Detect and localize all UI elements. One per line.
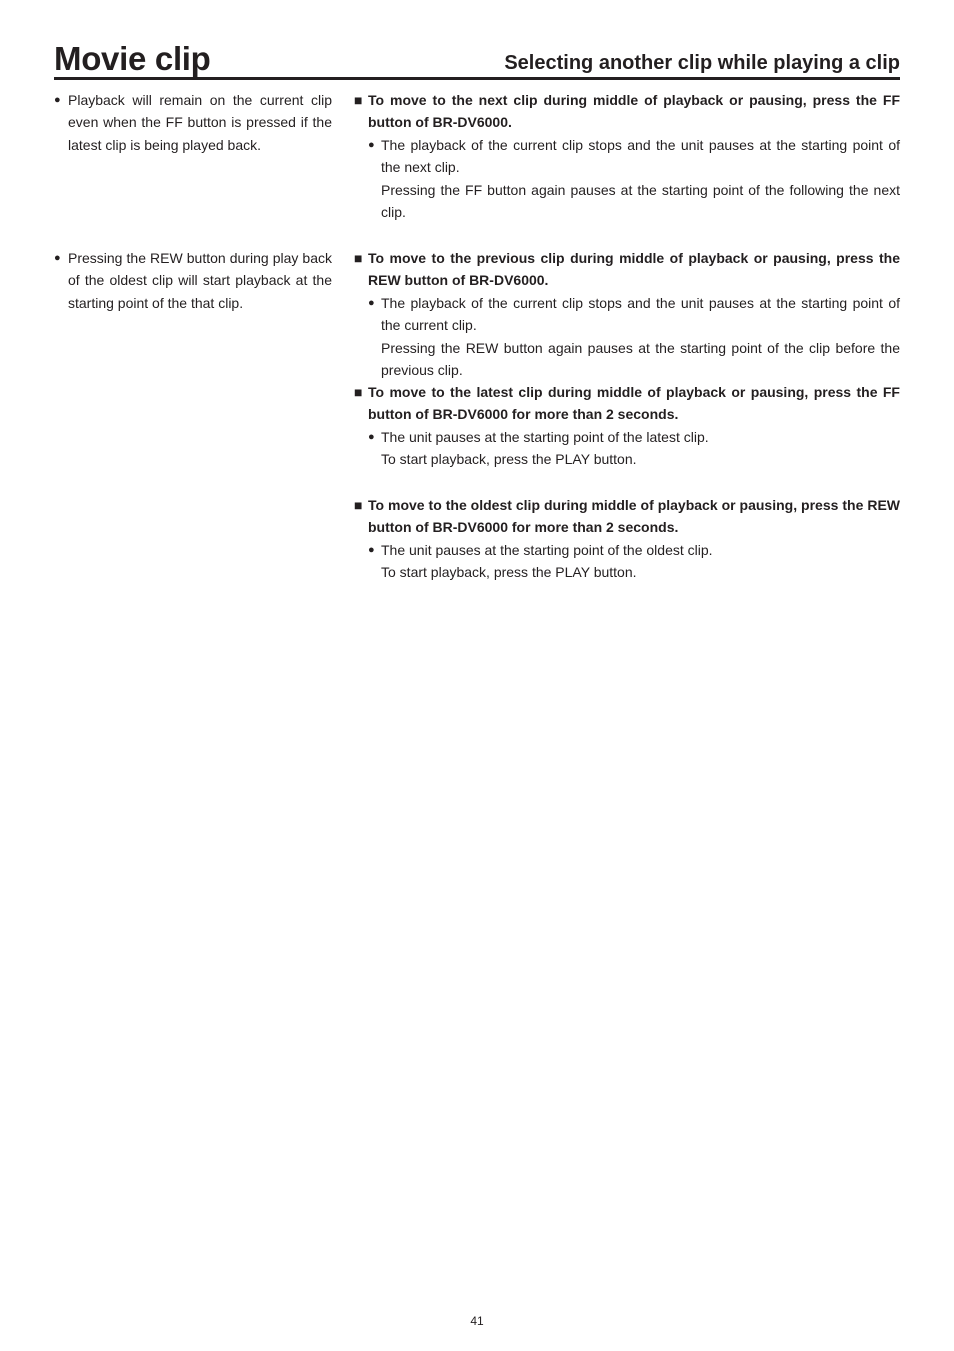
bullet-icon: ● (368, 138, 375, 151)
page-header (54, 38, 900, 80)
header-rule (54, 77, 900, 80)
section-oldest-clip (354, 494, 900, 584)
bullet-icon: ● (368, 430, 375, 443)
section-previous-clip (354, 247, 900, 381)
side-note-rew (54, 247, 332, 314)
square-bullet-icon: ■ (354, 92, 363, 108)
square-bullet-icon: ■ (354, 497, 363, 513)
section-latest-clip (354, 381, 900, 471)
bullet-icon: ● (54, 94, 61, 106)
list-item-text: The playback of the current clip stops and the unit pauses at the starting point of the current clip. (381, 294, 900, 334)
square-bullet-icon: ■ (354, 250, 363, 266)
bullet-icon: ● (368, 543, 375, 556)
section-heading-text: To move to the previous clip during middle of playback or pausing, press the REW button of BR-DV6000. (368, 250, 900, 289)
side-note-text: Playback will remain on the current clip even when the FF button is pressed if the latest clip is being played back. (68, 92, 332, 153)
section-heading (354, 494, 900, 539)
list-item (368, 539, 900, 561)
square-bullet-icon: ■ (354, 384, 363, 400)
page-title: Movie clip (54, 40, 211, 77)
continuation-text: To start playback, press the PLAY button. (381, 451, 637, 468)
list-item-text: The unit pauses at the starting point of the latest clip. (381, 428, 709, 445)
page-number: 41 (470, 1314, 484, 1328)
section-title: Selecting another clip while playing a clip (504, 52, 900, 74)
section-heading-text: To move to the oldest clip during middle of playback or pausing, press the REW button of BR-DV6000 for more than 2 seconds. (368, 497, 900, 536)
section-heading (354, 381, 900, 426)
continuation-text: Pressing the FF button again pauses at the starting point of the following the next clip. (381, 181, 900, 221)
continuation-text: To start playback, press the PLAY button. (381, 564, 637, 581)
section-heading-text: To move to the latest clip during middle of playback or pausing, press the FF button of BR-DV6000 for more than 2 seconds. (368, 384, 900, 423)
list-item (368, 292, 900, 337)
side-note-text: Pressing the REW button during play back of the oldest clip will start playback at the starting point of the that clip. (68, 250, 332, 311)
section-next-clip (354, 89, 900, 223)
list-item (368, 134, 900, 179)
list-item-text: The unit pauses at the starting point of the oldest clip. (381, 541, 713, 558)
section-heading-text: To move to the next clip during middle of playback or pausing, press the FF button of BR-DV6000. (368, 92, 900, 131)
list-item-text: The playback of the current clip stops and the unit pauses at the starting point of the next clip. (381, 136, 900, 176)
section-heading (354, 89, 900, 134)
side-note-ff (54, 89, 332, 156)
list-item (368, 426, 900, 448)
section-heading (354, 247, 900, 292)
bullet-icon: ● (368, 296, 375, 309)
continuation-text: Pressing the REW button again pauses at the starting point of the clip before the previous clip. (381, 339, 900, 379)
bullet-icon: ● (54, 252, 61, 264)
